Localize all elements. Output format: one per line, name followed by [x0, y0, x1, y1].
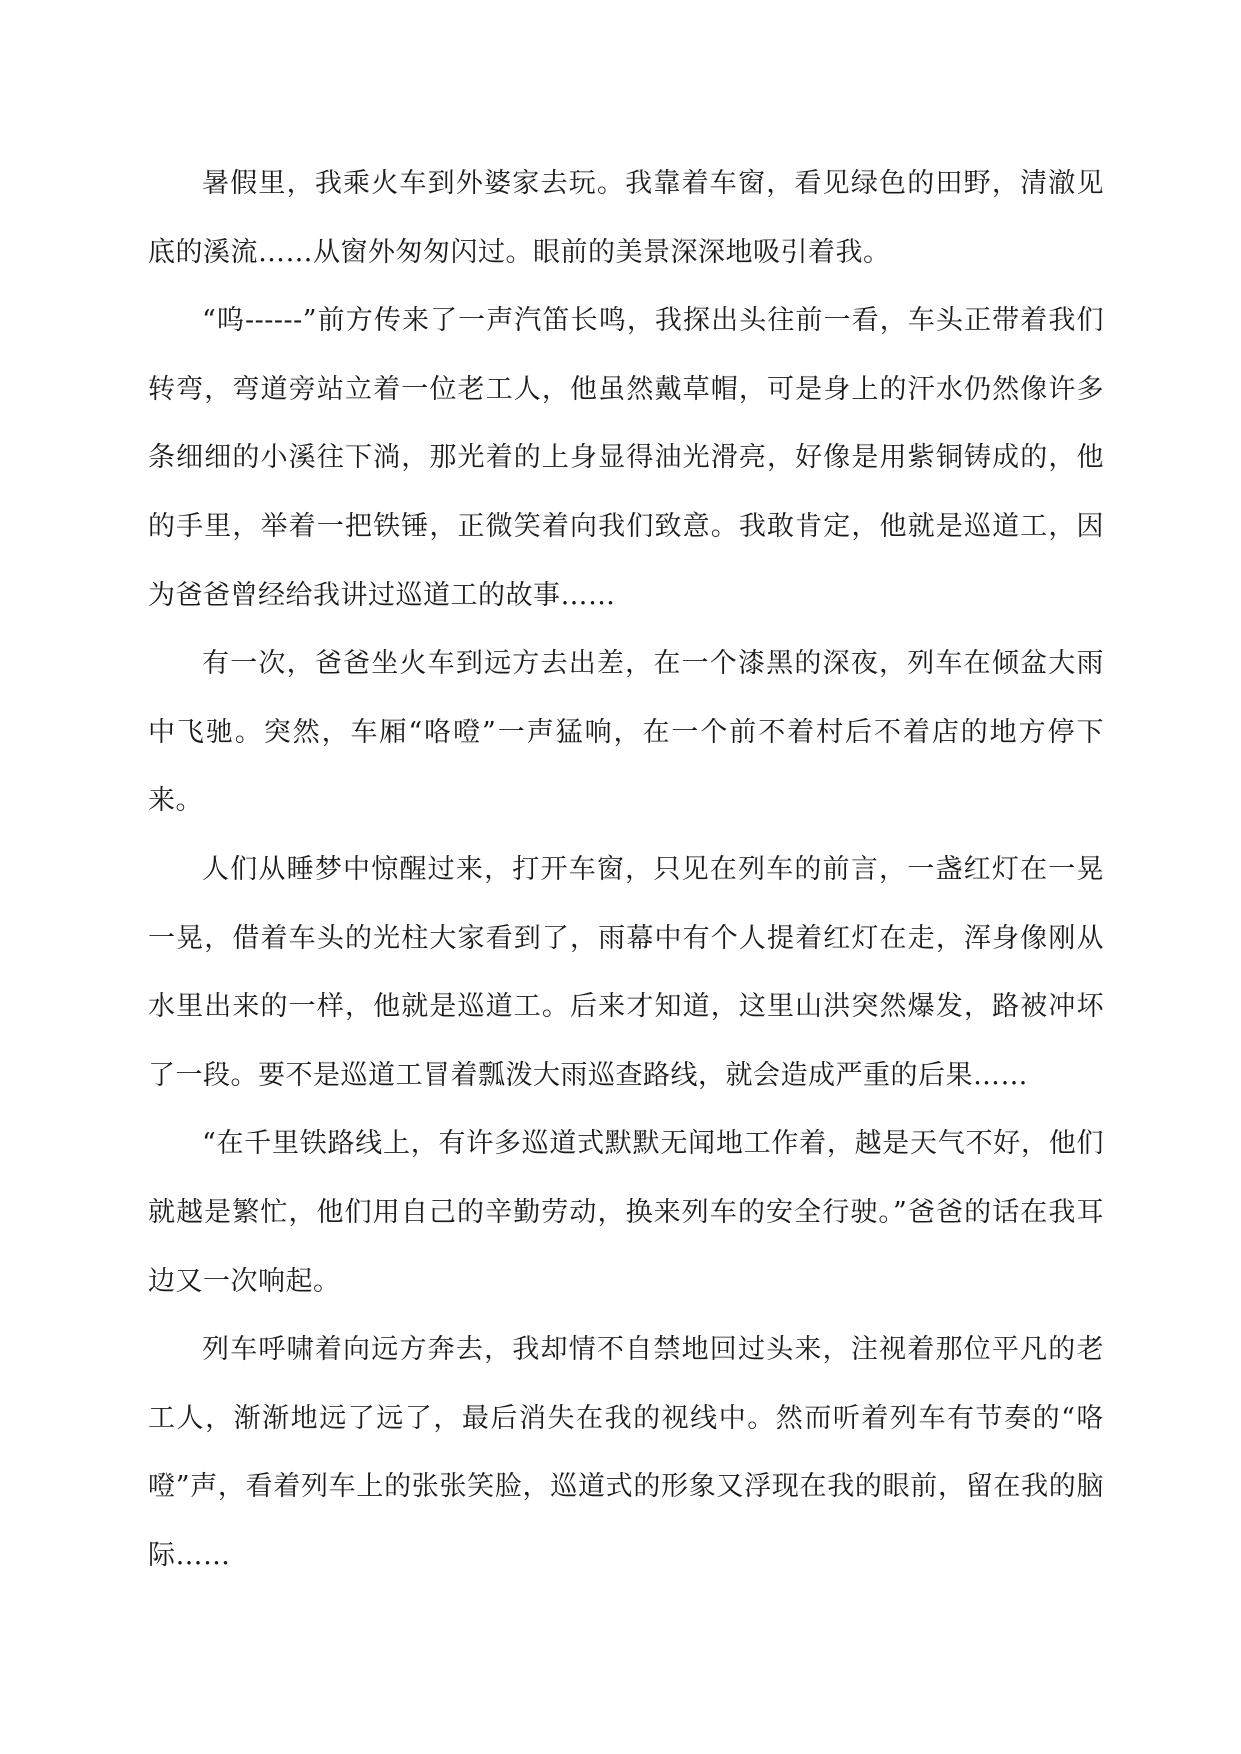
paragraph-6: 列车呼啸着向远方奔去，我却情不自禁地回过头来，注视着那位平凡的老工人，渐渐地远了远了，最后消失在我的视线中。然而听着列车有节奏的“咯噔”声，看着列车上的张张笑脸，巡道式的形象又浮现在我的眼前，留在我的脑际…… — [148, 1334, 1104, 1571]
paragraph-4: 人们从睡梦中惊醒过来，打开车窗，只见在列车的前言，一盏红灯在一晃一晃，借着车头的光柱大家看到了，雨幕中有个人提着红灯在走，浑身像刚从水里出来的一样，他就是巡道工。后来才知道，这里山洪突然爆发，路被冲坏了一段。要不是巡道工冒着瓢泼大雨巡查路线，就会造成严重的后果…… — [148, 853, 1104, 1091]
article-body — [148, 150, 1104, 1590]
paragraph-3: 有一次，爸爸坐火车到远方去出差，在一个漆黑的深夜，列车在倾盆大雨中飞驰。突然，车厢“咯噔”一声猛响，在一个前不着村后不着店的地方停下来。 — [148, 648, 1104, 817]
paragraph-1: 暑假里，我乘火车到外婆家去玩。我靠着车窗，看见绿色的田野，清澈见底的溪流……从窗外匆匆闪过。眼前的美景深深地吸引着我。 — [148, 168, 1104, 268]
paragraph-2: “呜------”前方传来了一声汽笛长鸣，我探出头往前一看，车头正带着我们转弯，弯道旁站立着一位老工人，他虽然戴草帽，可是身上的汗水仍然像许多条细细的小溪往下淌，那光着的上身显得油光滑亮，好像是用紫铜铸成的，他的手里，举着一把铁锤，正微笑着向我们致意。我敢肯定，他就是巡道工，因为爸爸曾经给我讲过巡道工的故事…… — [148, 305, 1104, 611]
paragraph-5: “在千里铁路线上，有许多巡道式默默无闻地工作着，越是天气不好，他们就越是繁忙，他们用自己的辛勤劳动，换来列车的安全行驶。”爸爸的话在我耳边又一次响起。 — [148, 1128, 1104, 1297]
